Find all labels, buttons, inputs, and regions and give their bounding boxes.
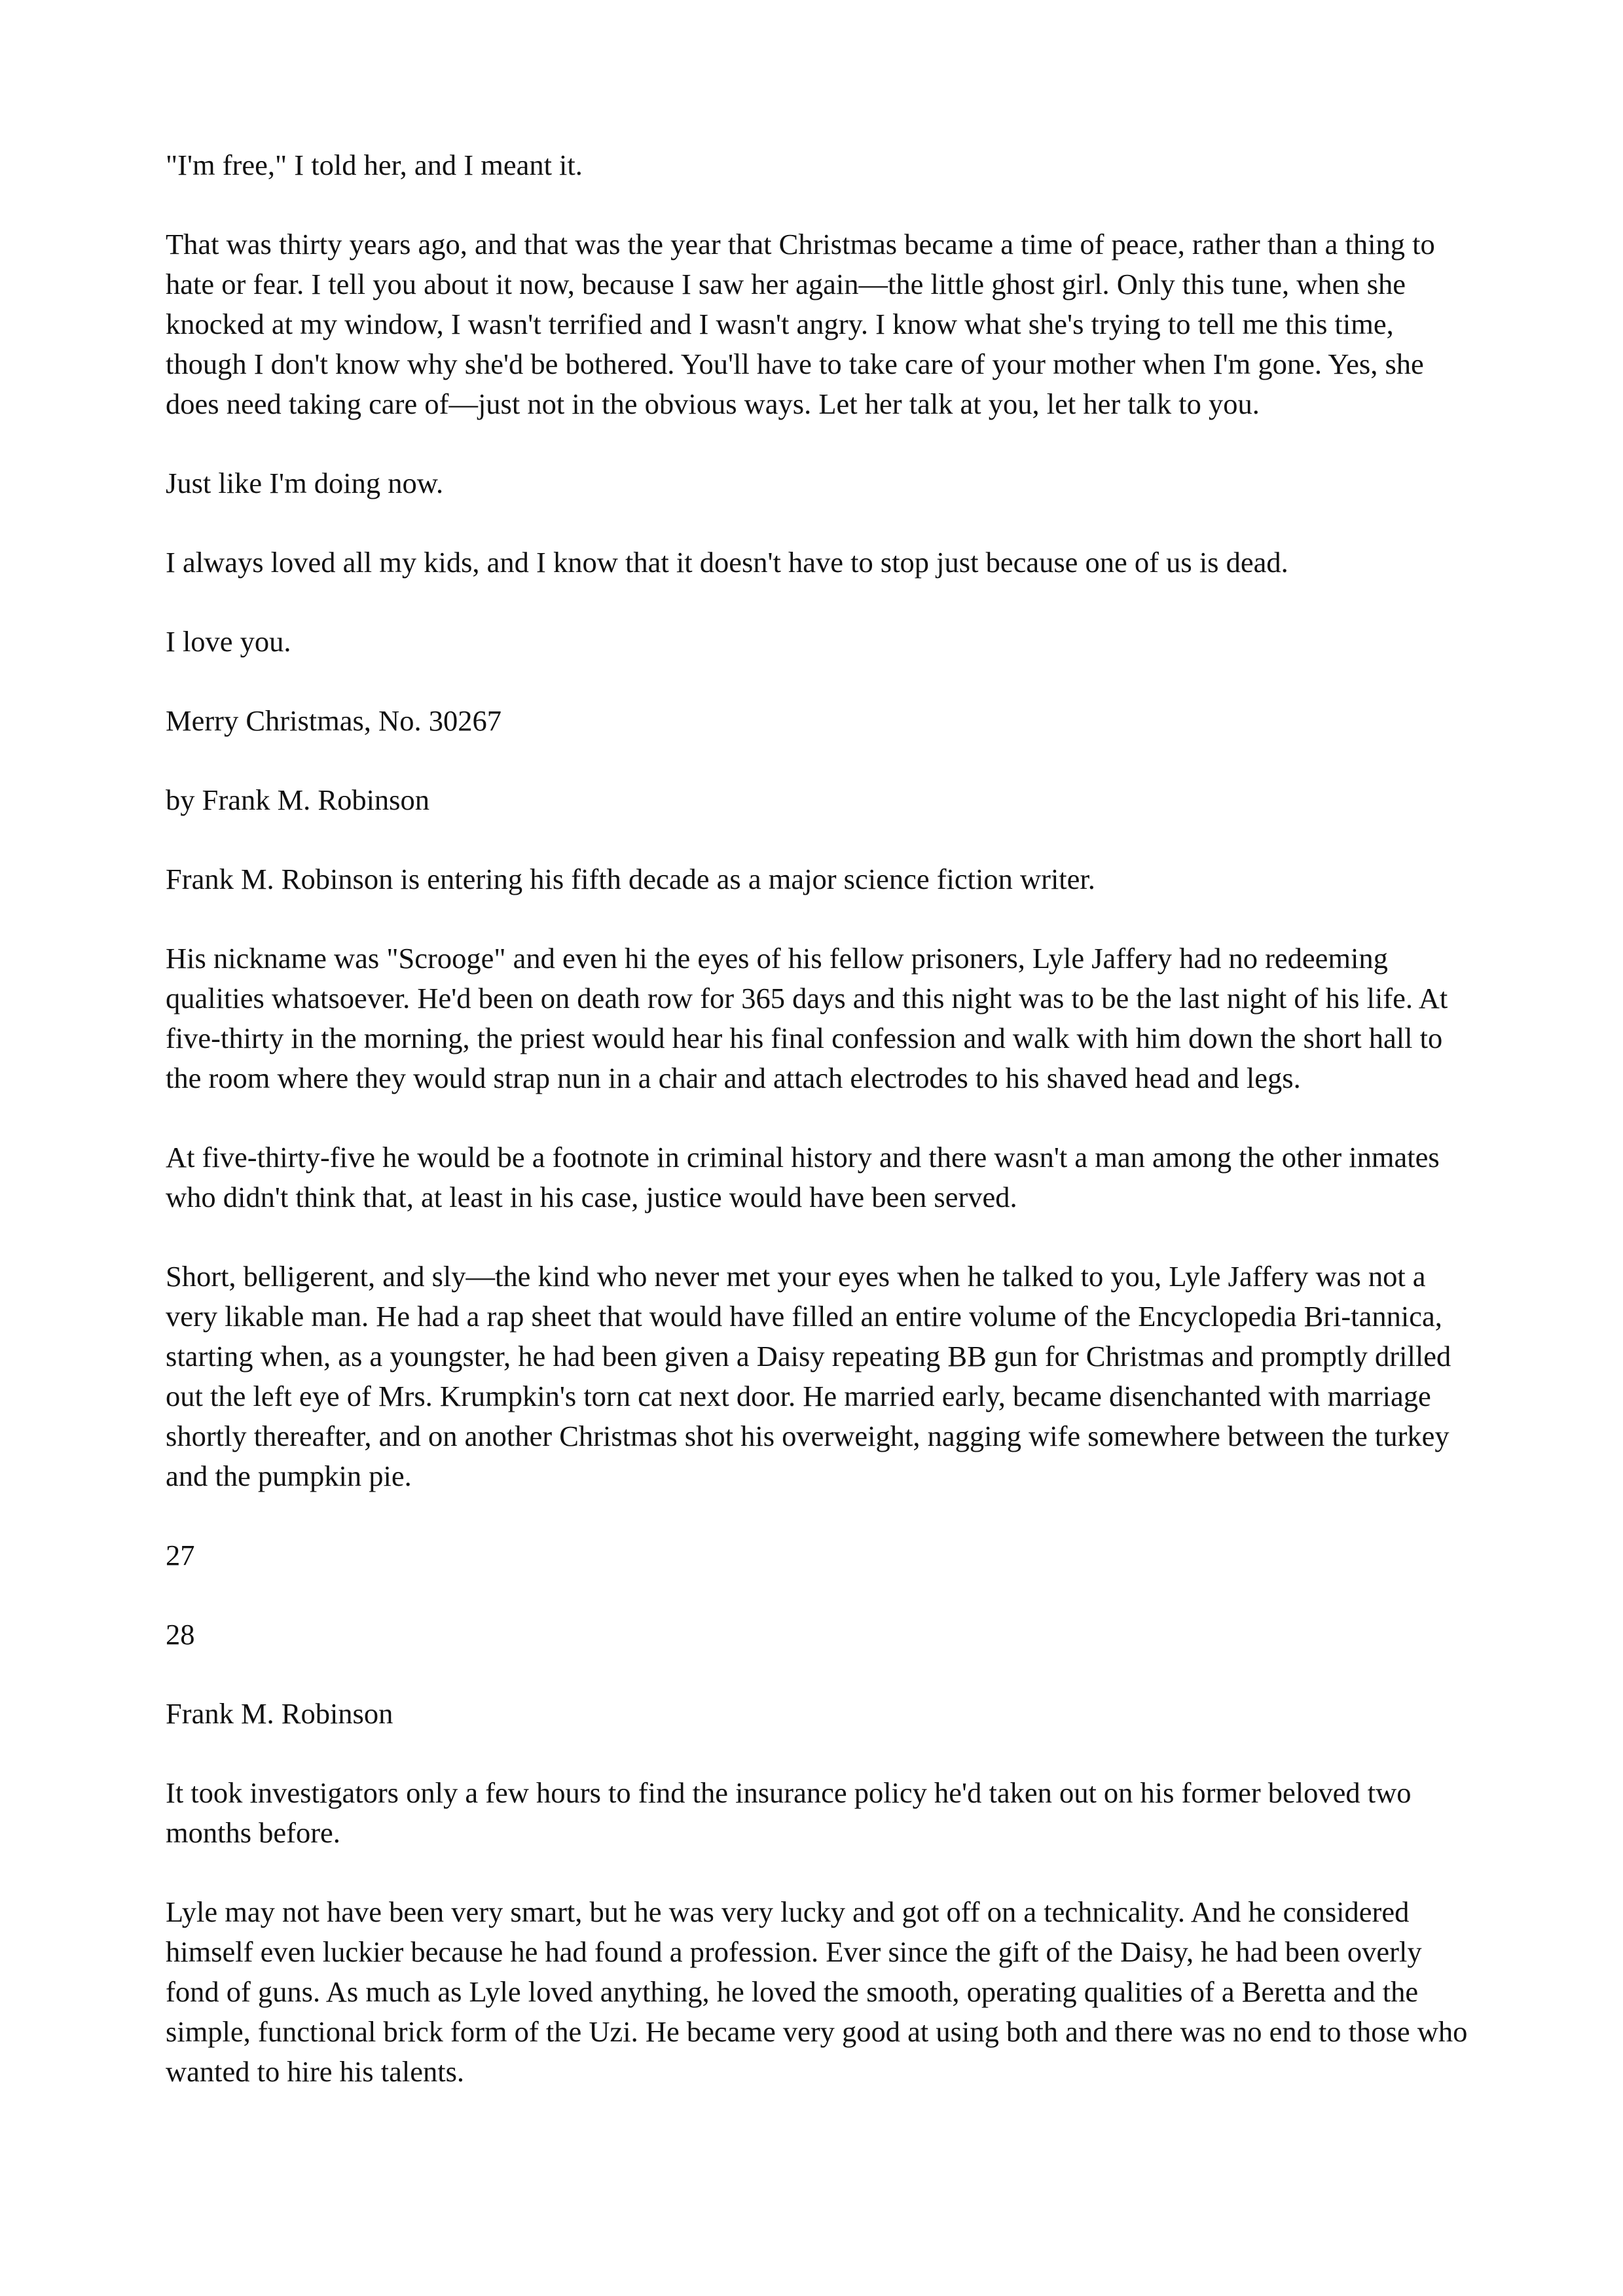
paragraph-im-free: "I'm free," I told her, and I meant it. <box>166 149 583 181</box>
paragraph-scrooge: His nickname was "Scrooge" and even hi the eyes of his fellow prisoners, Lyle Jaffery had no redeeming qualities whatsoever. He'd been on death row for 365 days and this night was to be the last night of his life. At five-thirty in the morning, the priest would hear his final confession and walk with him down the short hall to the room where they would strap nun in a chair and attach electrodes to his shaved head and legs. <box>166 942 1448 1094</box>
paragraph-five-thirty-five: At five-thirty-five he would be a footnote in criminal history and there wasn't a man among the other inmates who didn't think that, at least in his case, justice would have been served. <box>166 1141 1440 1213</box>
story-byline: by Frank M. Robinson <box>166 783 429 816</box>
paragraph-loved-kids: I always loved all my kids, and I know that it doesn't have to stop just because one of us is dead. <box>166 546 1288 579</box>
paragraph-just-like: Just like I'm doing now. <box>166 467 444 499</box>
running-header-author: Frank M. Robinson <box>166 1697 393 1730</box>
author-intro: Frank M. Robinson is entering his fifth decade as a major science fiction writer. <box>166 863 1095 895</box>
paragraph-investigators: It took investigators only a few hours to find the insurance policy he'd taken out on his former beloved two months before. <box>166 1776 1412 1849</box>
paragraph-lyle-lucky: Lyle may not have been very smart, but he was very lucky and got off on a technicality. And he considered himself even luckier because he had found a profession. Ever since the gift of the Daisy, he had been overly fond of guns. As much as Lyle loved anything, he loved the smooth, operating qualities of a Beretta and the simple, functional brick form of the Uzi. He became very good at using both and there was no end to those who wanted to hire his talents. <box>166 1895 1468 2088</box>
paragraph-short-belligerent: Short, belligerent, and sly—the kind who never met your eyes when he talked to you, Lyle Jaffery was not a very likable man. He had a rap sheet that would have filled an entire volume of the Encyclopedia Bri-tannica, starting when, as a youngster, he had been given a Daisy repeating BB gun for Christmas and promptly drilled out the left eye of Mrs. Krumpkin's torn cat next door. He married early, became disenchanted with marriage shortly thereafter, and on another Christmas shot his overweight, nagging wife somewhere between the turkey and the pumpkin pie. <box>166 1260 1451 1492</box>
paragraph-love-you: I love you. <box>166 625 291 658</box>
document-page <box>166 145 1482 2131</box>
story-title: Merry Christmas, No. 30267 <box>166 704 501 737</box>
page-number-28: 28 <box>166 1618 195 1651</box>
paragraph-thirty-years-ago: That was thirty years ago, and that was the year that Christmas became a time of peace, rather than a thing to hate or fear. I tell you about it now, because I saw her again—the little ghost girl. Only this tune, when she knocked at my window, I wasn't terrified and I wasn't angry. I know what she's trying to tell me this time, though I don't know why she'd be bothered. You'll have to take care of your mother when I'm gone. Yes, she does need taking care of—just not in the obvious ways. Let her talk at you, let her talk to you. <box>166 228 1435 420</box>
page-number-27: 27 <box>166 1539 195 1571</box>
